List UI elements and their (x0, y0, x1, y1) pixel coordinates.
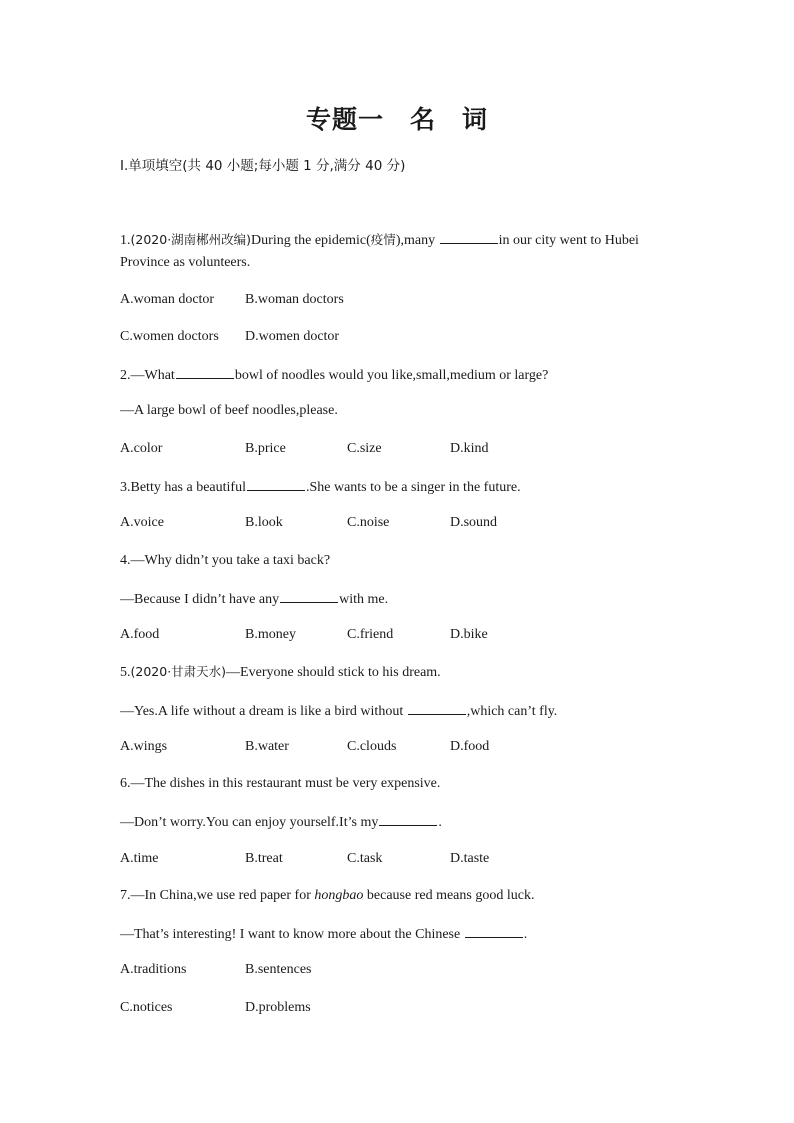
question-7-reply (120, 924, 527, 944)
question-7 (120, 887, 534, 905)
option-d[interactable]: D.taste (450, 851, 490, 866)
option-a[interactable]: A.color (120, 441, 163, 456)
option-d[interactable]: D.problems (245, 1000, 311, 1015)
option-a[interactable]: A.woman doctor (120, 292, 215, 307)
option-d[interactable]: D.kind (450, 441, 489, 456)
question-source: (2020·湖南郴州改编) (130, 232, 252, 247)
question-text: 2.—What (120, 368, 175, 383)
question-number: 5. (120, 665, 131, 680)
option-d[interactable]: D.bike (450, 627, 488, 642)
option-a[interactable]: A.traditions (120, 962, 187, 977)
question-text: During the epidemic( (251, 233, 371, 248)
question-text: . (438, 815, 442, 830)
question-text: —Yes.A life without a dream is like a bird without (120, 704, 407, 719)
question-text: with me. (339, 592, 389, 607)
option-b[interactable]: B.woman doctors (245, 292, 344, 307)
option-a[interactable]: A.voice (120, 515, 164, 530)
question-2 (120, 365, 548, 385)
option-b[interactable]: B.money (245, 627, 296, 642)
question-text: in our city went to Hubei (498, 233, 639, 248)
section-heading: Ⅰ.单项填空(共 40 小题;每小题 1 分,满分 40 分) (120, 158, 406, 174)
answer-blank[interactable] (379, 812, 437, 826)
option-c[interactable]: C.notices (120, 1000, 173, 1015)
question-1-line-2: Province as volunteers. (120, 255, 251, 270)
question-text: ,which can’t fly. (466, 704, 558, 719)
option-c[interactable]: C.friend (347, 627, 394, 642)
option-b[interactable]: B.price (245, 441, 286, 456)
option-d[interactable]: D.sound (450, 515, 498, 530)
question-number: 1. (120, 233, 131, 248)
option-b[interactable]: B.sentences (245, 962, 312, 977)
option-b[interactable]: B.look (245, 515, 283, 530)
question-text: 3.Betty has a beautiful (120, 480, 246, 495)
question-text: bowl of noodles would you like,small,medium or large? (234, 368, 549, 383)
option-c[interactable]: C.women doctors (120, 329, 219, 344)
question-3 (120, 477, 521, 497)
answer-blank[interactable] (176, 365, 234, 379)
question-text: —Because I didn’t have any (120, 592, 280, 607)
question-4-reply (120, 589, 388, 609)
question-1 (120, 230, 639, 250)
question-5 (120, 663, 441, 682)
question-text: —Don’t worry.You can enjoy yourself.It’s my (120, 815, 379, 830)
question-source: (2020·甘肃天水) (130, 664, 227, 679)
option-c[interactable]: C.task (347, 851, 383, 866)
question-6-reply (120, 812, 442, 832)
question-text: because red means good luck. (363, 888, 535, 903)
question-text: —Everyone should stick to his dream. (226, 665, 441, 680)
answer-blank[interactable] (247, 477, 305, 491)
question-text: . (523, 927, 528, 942)
question-5-reply (120, 701, 557, 721)
option-a[interactable]: A.time (120, 851, 159, 866)
question-text: —That’s interesting! I want to know more about the Chinese (120, 927, 464, 942)
question-text: ),many (395, 233, 439, 248)
chinese-gloss: 疫情 (370, 232, 396, 247)
page-title: 专题一 名 词 (305, 105, 488, 134)
question-2-reply: —A large bowl of beef noodles,please. (120, 403, 338, 418)
answer-blank[interactable] (280, 589, 338, 603)
answer-blank[interactable] (408, 701, 466, 715)
option-a[interactable]: A.wings (120, 739, 168, 754)
option-b[interactable]: B.water (245, 739, 289, 754)
question-6: 6.—The dishes in this restaurant must be very expensive. (120, 776, 441, 791)
question-text: 7.—In China,we use red paper for (120, 888, 315, 903)
question-text: .She wants to be a singer in the future. (305, 480, 521, 495)
italic-term: hongbao (314, 888, 364, 903)
option-d[interactable]: D.women doctor (245, 329, 340, 344)
option-c[interactable]: C.noise (347, 515, 390, 530)
option-a[interactable]: A.food (120, 627, 160, 642)
question-4: 4.—Why didn’t you take a taxi back? (120, 553, 331, 568)
option-b[interactable]: B.treat (245, 851, 283, 866)
option-c[interactable]: C.size (347, 441, 382, 456)
option-d[interactable]: D.food (450, 739, 490, 754)
option-c[interactable]: C.clouds (347, 739, 397, 754)
answer-blank[interactable] (465, 924, 523, 938)
answer-blank[interactable] (440, 230, 498, 244)
